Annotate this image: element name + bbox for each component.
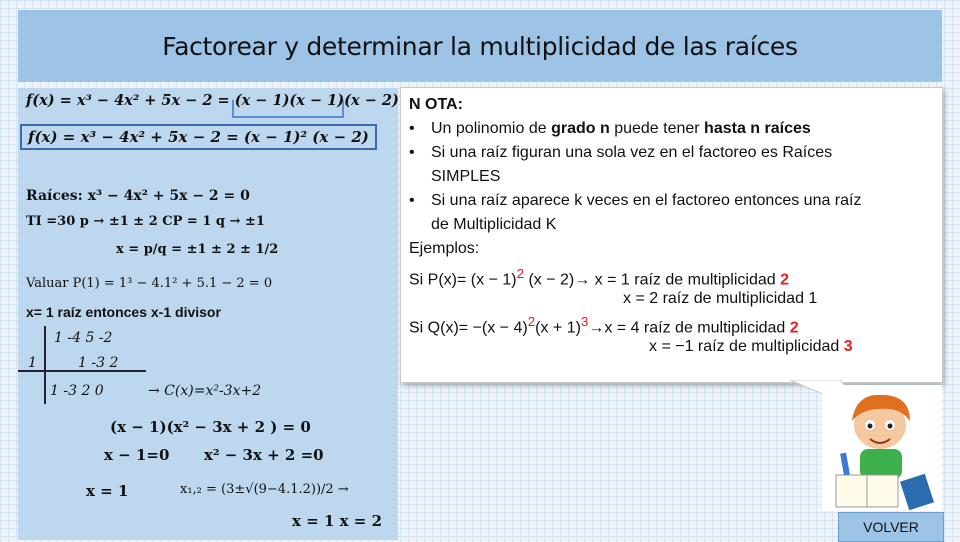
note-bullet-2-cont: SIMPLES: [431, 168, 501, 185]
product-equation: (x − 1)(x² − 3x + 2 ) = 0: [110, 418, 311, 436]
divisor-text: x= 1 raíz entonces x-1 divisor: [26, 304, 221, 320]
character-illustration: [822, 385, 942, 511]
quadratic-equation: x² − 3x + 2 =0: [204, 446, 324, 464]
candidates-x: x = p/q = ±1 ± 2 ± 1/2: [116, 242, 279, 257]
example-p-root2: x = 2 raíz de multiplicidad 1: [623, 290, 818, 307]
synthetic-row-products: 1 -3 2: [78, 355, 119, 371]
synthetic-division-vline: [44, 326, 46, 404]
note-callout: [400, 87, 943, 383]
synthetic-row-coefficients: 1 -4 5 -2: [54, 330, 113, 346]
synthetic-root: 1: [28, 355, 37, 371]
evaluate-line: Valuar P(1) = 1³ − 4.1² + 5.1 − 2 = 0: [26, 276, 273, 291]
note-header: N OTA:: [409, 96, 463, 113]
volver-button[interactable]: VOLVER: [838, 512, 944, 542]
candidates-line: TI =30 p → ±1 ± 2 CP = 1 q → ±1: [26, 214, 265, 229]
note-bullet-3-cont: de Multiplicidad K: [431, 216, 557, 233]
cartoon-student-icon: [822, 385, 942, 511]
quotient-polynomial: → C(x)=x²-3x+2: [148, 383, 262, 399]
note-bullet-3: • Si una raíz aparece k veces en el factoreo entonces una raíz: [409, 192, 862, 209]
bullet-icon: •: [409, 192, 415, 209]
note-bullet-2: • Si una raíz figuran una sola vez en el factoreo es Raíces: [409, 144, 833, 161]
example-q: Si $Q(x)= -(x - 4)^2(x + 1)^3\to x = 4$ raíz de multiplicidad 2: [409, 314, 799, 337]
factorization-expanded: f(x) = x³ − 4x² + 5x − 2 = (x − 1)(x − 1)(x − 2): [26, 92, 399, 109]
bullet-icon: •: [409, 120, 415, 137]
page-title: Factorear y determinar la multiplicidad de las raíces: [162, 31, 798, 61]
example-p: Si $P(x)= (x - 1)^2$ (x − 2)→ x = 1 raíz de multiplicidad 2: [409, 266, 790, 289]
final-roots: x = 1 x = 2: [292, 512, 383, 530]
examples-label: Ejemplos:: [409, 240, 480, 257]
factorization-compact: f(x) = x³ − 4x² + 5x − 2 = (x − 1)² (x − 2): [20, 124, 377, 150]
note-bullet-1: • Un polinomio de grado n puede tener hasta n raíces: [409, 120, 811, 137]
root-one: x = 1: [86, 482, 129, 500]
synthetic-row-result: 1 -3 2 0: [50, 383, 104, 399]
example-q-root2: x = −1 raíz de multiplicidad 3: [649, 338, 853, 355]
linear-equation: x − 1=0: [104, 446, 170, 464]
quadratic-formula: x₁,₂ = (3±√(9−4.1.2))/2 →: [180, 482, 349, 497]
bullet-icon: •: [409, 144, 415, 161]
title-bar: [18, 10, 942, 82]
roots-equation: Raíces: x³ − 4x² + 5x − 2 = 0: [26, 188, 250, 204]
